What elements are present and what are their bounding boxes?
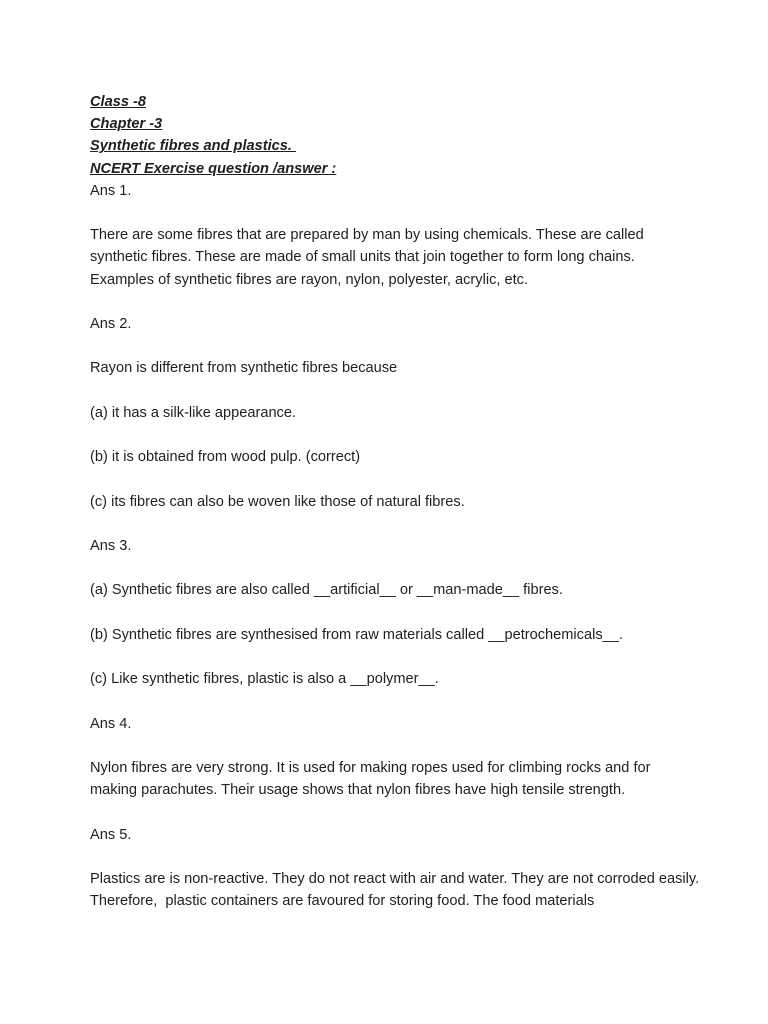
answer-3-part-a: (a) Synthetic fibres are also called __artificial__ or __man-made__ fibres. xyxy=(90,582,563,599)
exercise-heading: NCERT Exercise question /answer : xyxy=(90,160,337,177)
answer-2-option-c: (c) its fibres can also be woven like those of natural fibres. xyxy=(90,493,465,510)
answer-2-option-b: (b) it is obtained from wood pulp. (correct) xyxy=(90,449,361,466)
chapter-heading: Chapter -3 xyxy=(90,116,163,133)
answer-4-text: Nylon fibres are very strong. It is used for making ropes used for climbing rocks and for making parachutes. Their usage shows that nylon fibres have high tensile strength. xyxy=(90,759,651,799)
answer-1-text: There are some fibres that are prepared by man by using chemicals. These are called synthetic fibres. These are made of small units that join together to form long chains. Examples of synthetic fibres are rayon, nylon, polyester, acrylic, etc. xyxy=(90,227,644,288)
answer-3-part-b: (b) Synthetic fibres are synthesised from raw materials called __petrochemicals__. xyxy=(90,626,623,643)
answer-5-label: Ans 5. xyxy=(90,826,132,843)
class-heading: Class -8 xyxy=(90,94,146,110)
answer-2-intro: Rayon is different from synthetic fibres because xyxy=(90,360,398,377)
answer-1-label: Ans 1. xyxy=(90,182,132,199)
answer-2-label: Ans 2. xyxy=(90,316,132,332)
answer-5-text: Plastics are is non-reactive. They do not react with air and water. They are not corroded easily. Therefore, plastic containers are favoured for storing food. The food materials xyxy=(90,870,703,910)
chapter-title: Synthetic fibres and plastics. xyxy=(90,138,296,155)
answer-3-part-c: (c) Like synthetic fibres, plastic is also a __polymer__. xyxy=(90,671,439,688)
answer-2-option-a: (a) it has a silk-like appearance. xyxy=(90,404,297,421)
answer-4-label: Ans 4. xyxy=(90,715,132,732)
answer-3-label: Ans 3. xyxy=(90,537,132,554)
document-page xyxy=(90,91,703,912)
